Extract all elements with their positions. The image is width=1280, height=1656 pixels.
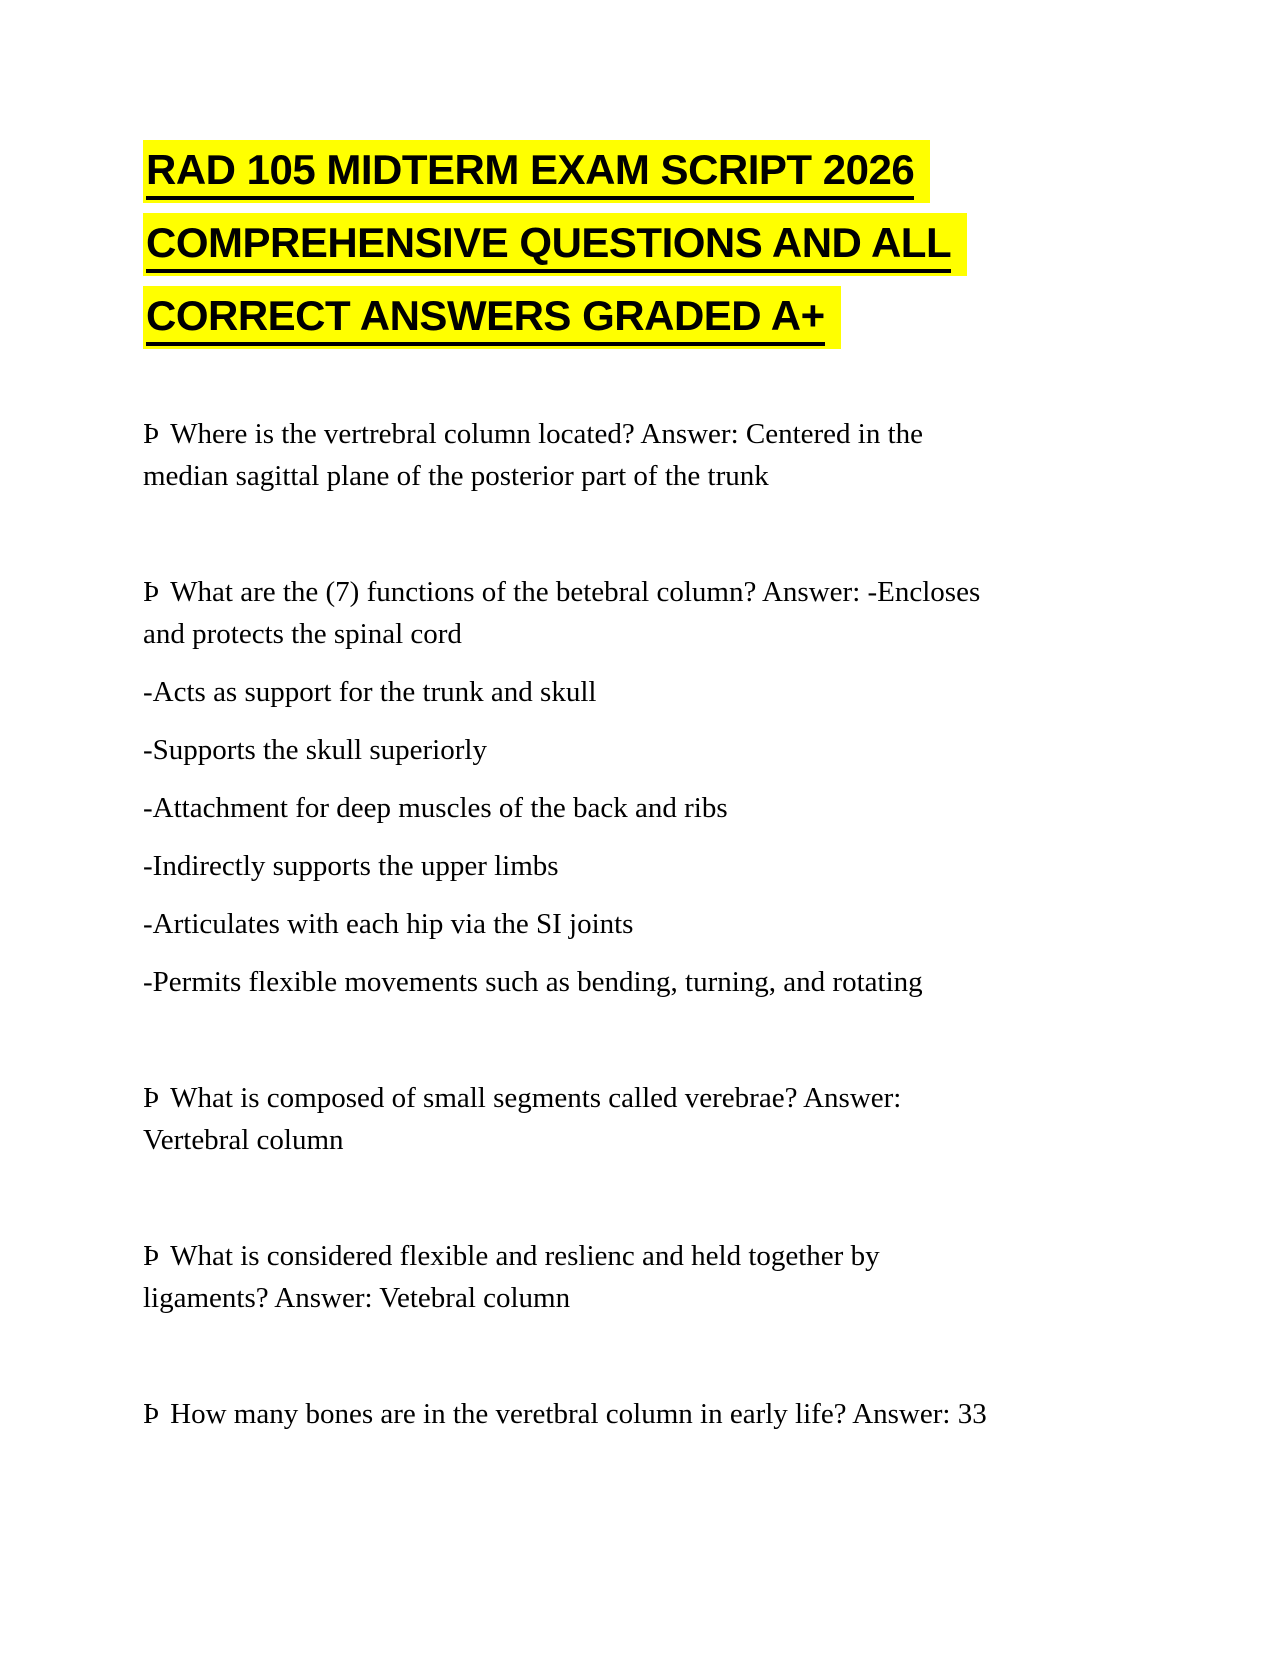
thorn-bullet-icon: Þ bbox=[143, 1082, 160, 1115]
document-body bbox=[143, 413, 1190, 1435]
question-text: What is composed of small segments called verebrae? Answer: bbox=[170, 1082, 902, 1115]
title-text: RAD 105 MIDTERM EXAM SCRIPT 2026 bbox=[146, 146, 914, 200]
question-text: Where is the vertrebral column located? Answer: Centered in the bbox=[170, 418, 924, 451]
list-item-text: -Permits flexible movements such as bending, turning, and rotating bbox=[143, 966, 923, 999]
question-text: median sagittal plane of the posterior part of the trunk bbox=[143, 460, 769, 493]
question-paragraph bbox=[143, 1077, 1143, 1161]
title-text: CORRECT ANSWERS GRADED A+ bbox=[146, 292, 825, 346]
question-paragraph bbox=[143, 1393, 1143, 1435]
question-paragraph bbox=[143, 1235, 1143, 1319]
list-item bbox=[143, 729, 1143, 771]
list-item-text: -Supports the skull superiorly bbox=[143, 734, 487, 767]
title-highlight bbox=[143, 140, 930, 203]
thorn-bullet-icon: Þ bbox=[143, 576, 160, 609]
list-item bbox=[143, 903, 1143, 945]
title-highlight bbox=[143, 286, 841, 349]
list-item-text: -Acts as support for the trunk and skull bbox=[143, 676, 597, 709]
list-item bbox=[143, 961, 1143, 1003]
question-paragraph bbox=[143, 413, 1143, 497]
title-line-3 bbox=[143, 286, 1190, 349]
question-text: What are the (7) functions of the betebral column? Answer: -Encloses bbox=[170, 576, 981, 609]
question-text: ligaments? Answer: Vetebral column bbox=[143, 1282, 571, 1315]
list-item-text: -Attachment for deep muscles of the back and ribs bbox=[143, 792, 728, 825]
list-item bbox=[143, 671, 1143, 713]
title-text: COMPREHENSIVE QUESTIONS AND ALL bbox=[146, 219, 951, 273]
list-item-text: -Indirectly supports the upper limbs bbox=[143, 850, 559, 883]
question-paragraph bbox=[143, 571, 1143, 655]
list-item-text: -Articulates with each hip via the SI joints bbox=[143, 908, 634, 941]
question-text: How many bones are in the veretbral column in early life? Answer: 33 bbox=[170, 1398, 987, 1431]
list-item bbox=[143, 845, 1143, 887]
thorn-bullet-icon: Þ bbox=[143, 1240, 160, 1273]
title-highlight bbox=[143, 213, 967, 276]
question-text: and protects the spinal cord bbox=[143, 618, 462, 651]
list-item bbox=[143, 787, 1143, 829]
title-line-2 bbox=[143, 213, 1190, 276]
thorn-bullet-icon: Þ bbox=[143, 418, 160, 451]
question-text: What is considered flexible and reslienc and held together by bbox=[170, 1240, 880, 1273]
title-line-1 bbox=[143, 140, 1190, 203]
thorn-bullet-icon: Þ bbox=[143, 1398, 160, 1431]
document-title bbox=[143, 140, 1190, 349]
question-text: Vertebral column bbox=[143, 1124, 344, 1157]
